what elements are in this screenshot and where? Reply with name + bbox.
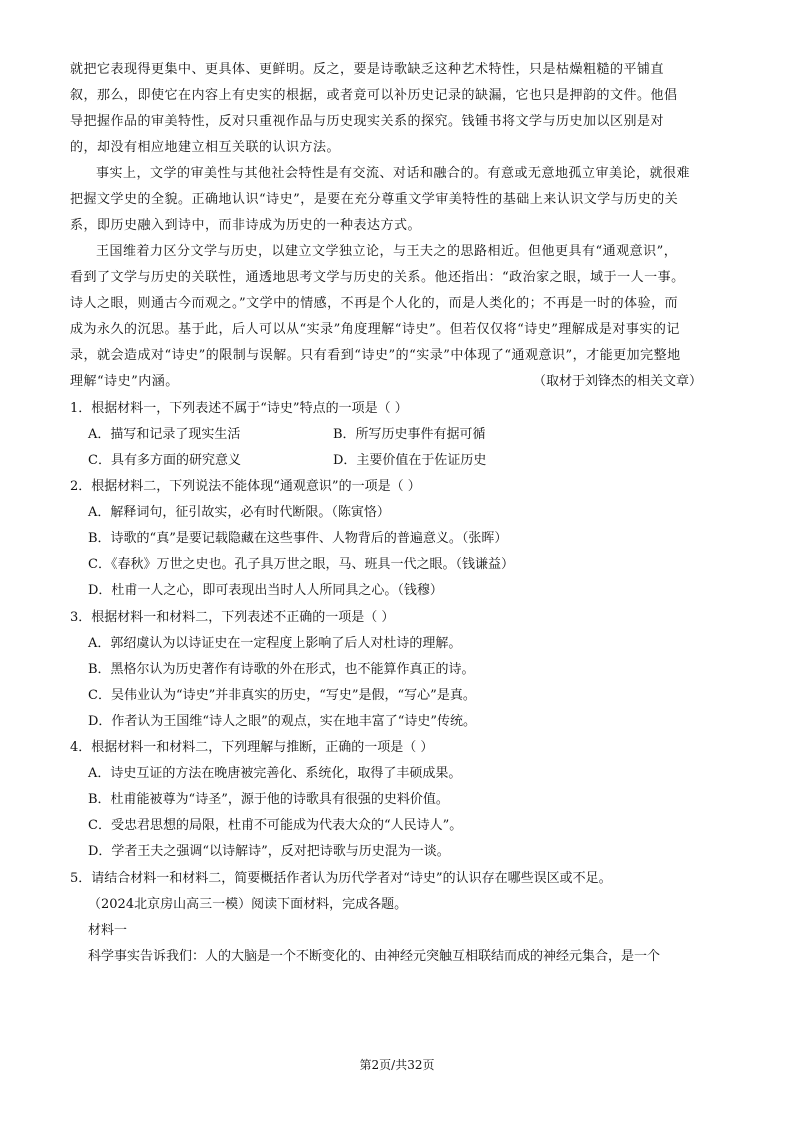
question-3-stem: 3．根据材料一和材料二，下列表述不正确的一项是（ ）	[70, 610, 395, 625]
question-4-stem: 4．根据材料一和材料二，下列理解与推断，正确的一项是（ ）	[70, 740, 434, 755]
question-1-option-a: A．描写和记录了现实生活	[88, 427, 241, 442]
question-1-option-b: B．所写历史事件有据可循	[333, 427, 486, 442]
question-3-option-d: D．作者认为王国维“诗人之眼”的观点，实在地丰富了“诗史”传统。	[88, 714, 477, 729]
question-1-stem: 1．根据材料一，下列表述不属于“诗史”特点的一项是（ ）	[70, 401, 408, 416]
question-3-option-b: B．黑格尔认为历史著作有诗歌的外在形式，也不能算作真正的诗。	[88, 662, 475, 677]
passage-paragraph-2: 事实上，文学的审美性与其他社会特性是有交流、对话和融合的。有意或无意地孤立审美论，就很难把握文学史的全貌。正确地认识“诗史”，是要在充分尊重文学审美特性的基础上来认识文学与历史的关系，即历史融入到诗中，而非诗成为历史的一种表达方式。	[70, 166, 691, 233]
passage-paragraph-3: 王国维着力区分文学与历史，以建立文学独立论，与王夫之的思路相近。但他更具有“通观意识”，看到了文学与历史的关联性，通透地思考文学与历史的关系。他还指出：“政治家之眼，域于一人一事。诗人之眼，则通古今而观之。”文学中的情感，不再是个人化的，而是人类化的；不再是一时的体验，而成为永久的沉思。基于此，后人可以从“实录”角度理解“诗史”。但若仅仅将“诗史”理解成是对事实的记录，就会造成对“诗史”的限制与误解。只有看到“诗史”的“实录”中体现了“通观意识”，才能更加完整地理解“诗史”内涵。	[70, 244, 685, 389]
passage-source: （取材于刘锋杰的相关文章）	[532, 374, 702, 389]
question-4-option-c: C．受忠君思想的局限，杜甫不可能成为代表大众的“人民诗人”。	[88, 818, 463, 833]
question-2-stem: 2．根据材料二，下列说法不能体现“通观意识”的一项是（ ）	[70, 479, 421, 494]
page-number: 第2页/共32页	[359, 1058, 435, 1072]
question-3-option-c: C．吴伟业认为“诗史”并非真实的历史，“写史”是假，“写心”是真。	[88, 688, 476, 703]
material-first-line: 科学事实告诉我们：人的大脑是一个不断变化的、由神经元突触互相联结而成的神经元集合，是一个	[88, 949, 661, 964]
question-5-stem: 5．请结合材料一和材料二，简要概括作者认为历代学者对“诗史”的认识存在哪些误区或不足。	[70, 871, 612, 886]
next-section-intro: （2024北京房山高三一模）阅读下面材料，完成各题。	[88, 897, 408, 912]
question-2-option-b: B．诗歌的“真”是要记载隐藏在这些事件、人物背后的普遍意义。（张晖）	[88, 531, 508, 546]
question-2-option-c: C．《春秋》万世之史也。孔子具万世之眼，马、班具一代之眼。（钱谦益）	[88, 557, 514, 572]
question-1-option-c: C．具有多方面的研究意义	[88, 453, 241, 468]
material-label: 材料一	[88, 923, 128, 938]
question-2-option-d: D．杜甫一人之心，即可表现出当时人人所同具之心。（钱穆）	[88, 583, 443, 598]
question-1-option-d: D．主要价值在于佐证历史	[333, 453, 487, 468]
passage-paragraph-1: 就把它表现得更集中、更具体、更鲜明。反之，要是诗歌缺乏这种艺术特性，只是枯燥粗糙的平铺直叙，那么，即使它在内容上有史实的根据，或者竟可以补历史记录的缺漏，它也只是押韵的文件。他倡导把握作品的审美特性，反对只重视作品与历史现实关系的探究。钱锺书将文学与历史加以区别是对的，却没有相应地建立相互关联的认识方法。	[70, 62, 678, 155]
question-4-option-b: B．杜甫能被尊为“诗圣”，源于他的诗歌具有很强的史料价值。	[88, 792, 449, 807]
question-4-option-a: A．诗史互证的方法在晚唐被完善化、系统化，取得了丰硕成果。	[88, 766, 462, 781]
question-4-option-d: D．学者王夫之强调“以诗解诗”，反对把诗歌与历史混为一谈。	[88, 844, 450, 859]
question-3-option-a: A．郭绍虞认为以诗证史在一定程度上影响了后人对杜诗的理解。	[88, 636, 462, 651]
question-2-option-a: A．解释词句，征引故实，必有时代断限。（陈寅恪）	[88, 505, 390, 520]
